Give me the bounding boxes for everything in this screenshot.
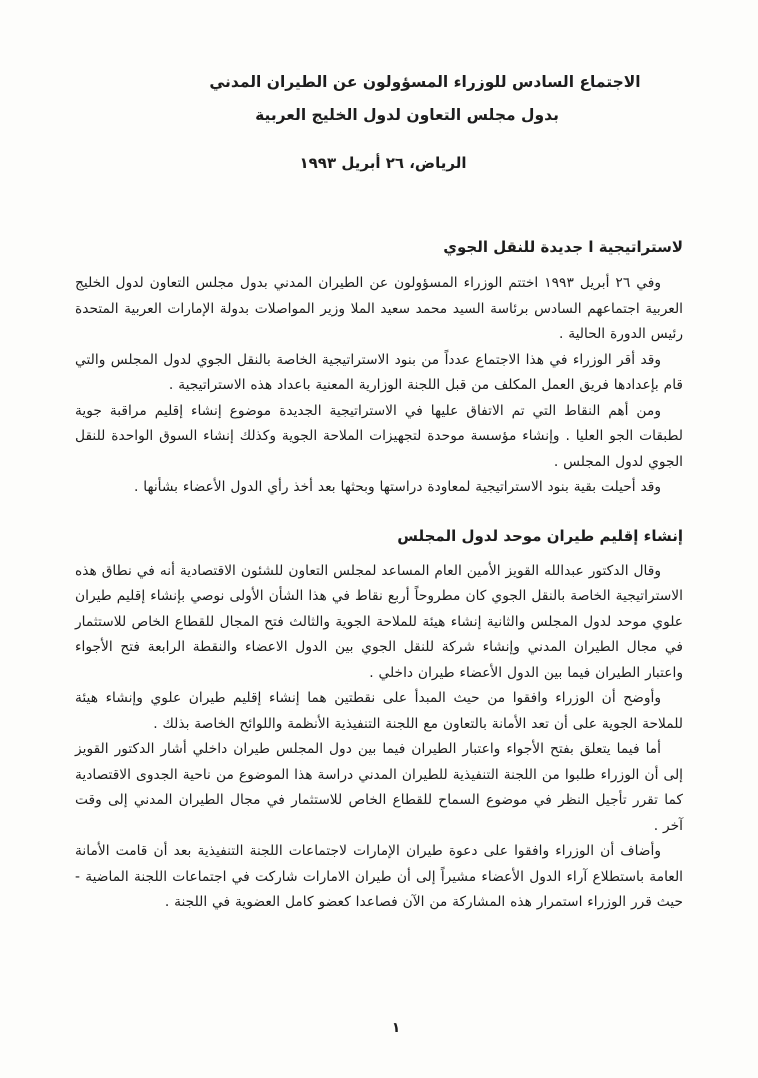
document-body	[75, 236, 683, 916]
paragraph-remaining-items-referred: وقد أحيلت بقية بنود الاستراتيجية لمعاودة دراستها وبحثها بعد أخذ رأي الدول الأعضاء بشأنها .	[133, 479, 661, 495]
paragraph-meeting-conclusion: وفي ٢٦ أبريل ١٩٩٣ اختتم الوزراء المسؤولون عن الطيران المدني بدول مجلس التعاون لدول الخليج العربية اجتماعهم السادس برئاسة السيد محمد سعيد الملا وزير المواصلات بدولة الإمارات العربية المتحدة رئيس الدورة الحالية .	[75, 275, 683, 342]
paragraph-agreed-points: ومن أهم النقاط التي تم الاتفاق عليها في الاستراتيجية الجديدة موضوع إنشاء إقليم مراقبة جوية لطبقات الجو العليا . وإنشاء مؤسسة موحدة لتجهيزات الملاحة الجوية وكذلك إنشاء السوق الواحدة للنقل الجوي لدول المجلس .	[75, 402, 683, 470]
paragraph-two-points-agreed: وأوضح أن الوزراء وافقوا من حيث المبدأ على نقطتين هما إنشاء إقليم طيران علوي وإنشاء هيئة للملاحة الجوية على أن تعد الأمانة بالتعاون مع اللجنة التنفيذية الأنظمة واللوائح الخاصة بذلك .	[75, 690, 683, 732]
document-title-line-2: بدول مجلس التعاون لدول الخليج العربية	[255, 106, 559, 124]
section-heading-new-air-transport-strategy: لاستراتيجية ا جديدة للنقل الجوي	[443, 238, 683, 256]
paragraph-open-skies-study: أما فيما يتعلق بفتح الأجواء واعتبار الطيران فيما بين دول المجلس طيران داخلي أشار الدكتور القويز إلى أن الوزراء طلبوا من اللجنة التنفيذية للطيران المدني دراسة هذا الموضوع من ناحية الجدوى الاقتصادية كما تقرر تأجيل النظر في موضوع السماح للقطاع الخاص للاستثمار في مجال الطيران المدني إلى وقت آخر .	[75, 741, 683, 834]
paragraph-alquwaiz-four-points: وقال الدكتور عبدالله القويز الأمين العام المساعد لمجلس التعاون للشئون الاقتصادية أنه في نطاق هذه الاستراتيجية الخاصة بالنقل الجوي كان مطروحاً أربع نقاط في هذا الشأن الأولى نوصي بإنشاء إقليم طيران علوي موحد لدول المجلس والثانية إنشاء هيئة للملاحة الجوية والثالث فتح المجال للقطاع الخاص للاستثمار في مجال الطيران المدني وإنشاء شركة للنقل الجوي بين الدول الاعضاء والنقطة الرابعة فتح الأجواء واعتبار الطيران فيما بين الدول الأعضاء طيران داخلي .	[75, 562, 683, 681]
document-header	[0, 72, 758, 172]
section-heading-unified-flight-region: إنشاء إقليم طيران موحد لدول المجلس	[397, 526, 683, 545]
paragraph-strategy-items-approved: وقد أقر الوزراء في هذا الاجتماع عدداً من بنود الاستراتيجية الخاصة بالنقل الجوي لدول المجلس والتي قام بإعدادها فريق العمل المكلف من قبل اللجنة الوزارية المعنية باعداد هذه الاستراتيجية .	[75, 351, 683, 393]
document-title-line-1: الاجتماع السادس للوزراء المسؤولون عن الطيران المدني	[209, 73, 641, 91]
page-number: ١	[391, 1020, 401, 1036]
paragraph-emirates-airline-invitation: وأضاف أن الوزراء وافقوا على دعوة طيران الإمارات لاجتماعات اللجنة التنفيذية بعد أن قامت الأمانة العامة باستطلاع آراء الدول الأعضاء مشيراً إلى أن طيران الامارات شاركت في اجتماعات اللجنة الماضية - حيث قرر الوزراء استمرار هذه المشاركة من الآن فصاعدا كعضو كامل العضوية في اللجنة .	[75, 843, 683, 910]
document-date-line: الرياض، ٢٦ أبريل ١٩٩٣	[299, 154, 467, 172]
